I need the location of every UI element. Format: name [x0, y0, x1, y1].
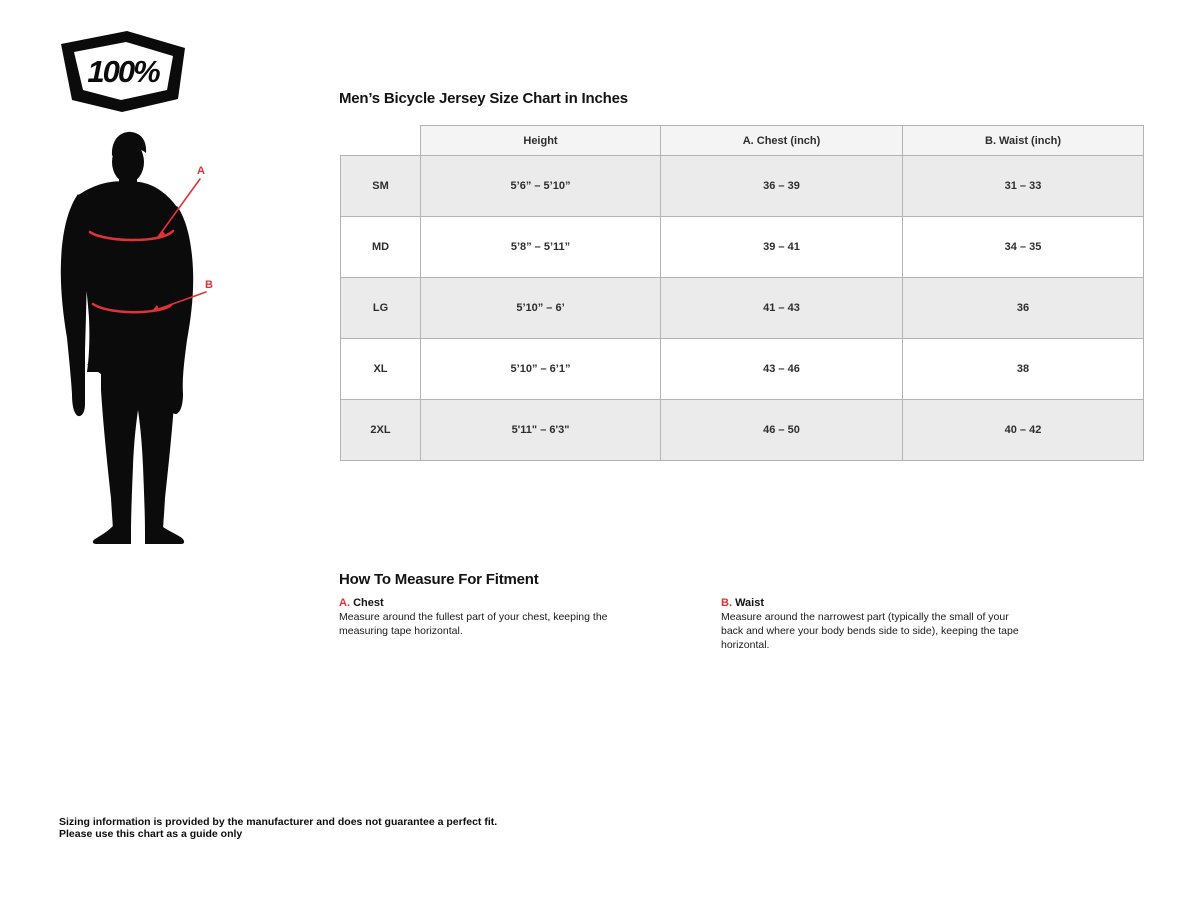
size-cell: 2XL — [341, 400, 421, 461]
howto-heading: How To Measure For Fitment — [339, 571, 539, 588]
height-cell: 5'11" – 6'3" — [421, 400, 661, 461]
waist-cell: 38 — [903, 339, 1144, 400]
height-cell: 5’6” – 5’10” — [421, 156, 661, 217]
table-header-row — [341, 126, 1144, 156]
table-row-2xl — [341, 400, 1144, 461]
disclaimer-line-2: Please use this chart as a guide only — [59, 827, 243, 840]
figure-label-b: B — [205, 279, 213, 291]
figure-label-a: A — [197, 165, 205, 177]
size-cell: LG — [341, 278, 421, 339]
table-row-sm — [341, 156, 1144, 217]
measure-waist-description: Measure around the narrowest part (typically the small of your back and where your body bends side to side), keeping the tape horizontal. — [721, 611, 1019, 651]
brand-logo-icon — [57, 28, 192, 113]
height-cell: 5’10” – 6’ — [421, 278, 661, 339]
measure-item-waist — [721, 597, 1021, 652]
logo-text: 100% — [87, 54, 159, 89]
table-row-md — [341, 217, 1144, 278]
waist-cell: 31 – 33 — [903, 156, 1144, 217]
chest-cell: 39 – 41 — [661, 217, 903, 278]
height-cell: 5’8” – 5’11” — [421, 217, 661, 278]
height-cell: 5’10” – 6’1” — [421, 339, 661, 400]
disclaimer — [59, 817, 497, 840]
chest-cell: 43 – 46 — [661, 339, 903, 400]
measure-chest-description: Measure around the fullest part of your chest, keeping the measuring tape horizontal. — [339, 611, 608, 637]
measure-chest-name: Chest — [353, 597, 384, 609]
table-row-lg — [341, 278, 1144, 339]
disclaimer-line-1: Sizing information is provided by the manufacturer and does not guarantee a perfect fit. — [59, 816, 498, 828]
waist-cell: 36 — [903, 278, 1144, 339]
chest-cell: 46 – 50 — [661, 400, 903, 461]
measure-chest-title — [339, 597, 639, 609]
chest-cell: 36 – 39 — [661, 156, 903, 217]
size-cell: XL — [341, 339, 421, 400]
size-cell: MD — [341, 217, 421, 278]
size-cell: SM — [341, 156, 421, 217]
table-row-xl — [341, 339, 1144, 400]
human-silhouette — [61, 132, 193, 544]
header-height: Height — [421, 126, 661, 156]
page-title: Men’s Bicycle Jersey Size Chart in Inches — [339, 90, 628, 107]
header-blank-cell — [341, 126, 421, 156]
measurement-figure — [57, 122, 223, 548]
header-chest: A. Chest (inch) — [661, 126, 903, 156]
waist-cell: 40 – 42 — [903, 400, 1144, 461]
header-waist: B. Waist (inch) — [903, 126, 1144, 156]
measure-waist-letter: B. — [721, 597, 732, 609]
size-chart-table — [340, 125, 1144, 461]
chest-cell: 41 – 43 — [661, 278, 903, 339]
measure-chest-letter: A. — [339, 597, 350, 609]
measure-waist-name: Waist — [735, 597, 764, 609]
measure-waist-title — [721, 597, 1021, 609]
measure-item-chest — [339, 597, 639, 638]
waist-cell: 34 – 35 — [903, 217, 1144, 278]
